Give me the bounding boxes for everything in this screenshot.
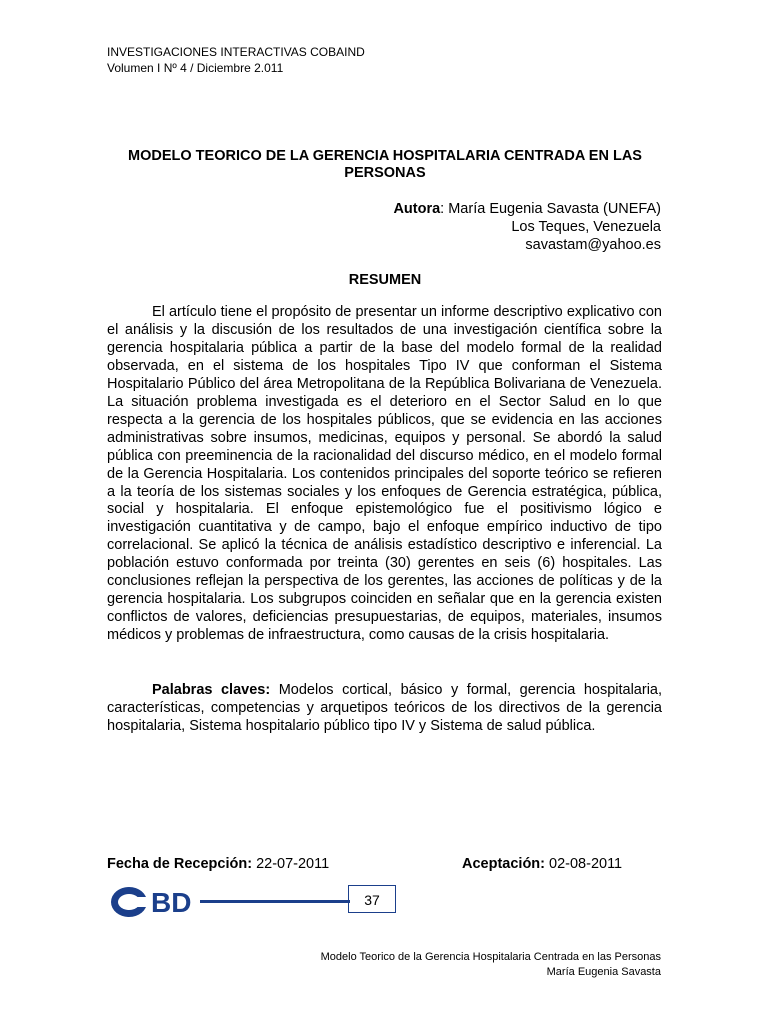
page-number: 37 bbox=[348, 885, 396, 913]
author-line bbox=[393, 200, 661, 218]
volume-info: Volumen I Nº 4 / Diciembre 2.011 bbox=[107, 61, 284, 75]
reception-label: Fecha de Recepción: bbox=[107, 856, 253, 872]
cbd-logo-icon bbox=[107, 884, 207, 920]
svg-text:BD: BD bbox=[151, 887, 192, 918]
abstract-text: El artículo tiene el propósito de presentar un informe descriptivo explicativo con el análisis y la discusión de los resultados de una investigación científica sobre la gerencia hospitalaria pública a partir de la base del modelo formal de la realidad observada, en el sistema de los hospitales Tipo IV que conforman el Sistema Hospitalario Público del área Metropolitana de la República Bolivariana de Venezuela. La situación problema investigada es el deterioro en el Sector Salud en lo que respecta a la gerencia de los hospitales públicos, que se evidencia en las acciones administrativas sobre insumos, medicinas, equipos y personal. Se abordó la salud pública con preeminencia de la racionalidad del discurso médico, en el modelo formal de la Gerencia Hospitalaria. Los contenidos principales del soporte teórico se refieren a la teoría de los sistemas sociales y los enfoques de Gerencia estratégica, pública, social y hospitalaria. El enfoque epistemológico fue el positivismo lógico e investigación cuantitativa y de campo, bajo el enfoque empírico inductivo de tipo correlacional. Se aplicó la técnica de análisis estadístico descriptivo e inferencial. La población estuvo conformada por treinta (30) gerentes en seis (6) hospitales. Las conclusiones reflejan la perspectiva de los gerentes, las acciones de políticas y de la gerencia hospitalaria. Los subgrupos coinciden en señalar que en la gerencia existen conflictos de valores, deficiencias presupuestarias, de equipos, materiales, insumos médicos y problemas de infraestructura, como causas de la crisis hospitalaria. bbox=[107, 304, 662, 644]
author-email: savastam@yahoo.es bbox=[525, 237, 661, 253]
running-header bbox=[107, 44, 365, 76]
reception-date bbox=[107, 856, 329, 872]
acceptance-date bbox=[462, 856, 622, 872]
abstract-heading: RESUMEN bbox=[348, 272, 422, 288]
footer-author: María Eugenia Savasta bbox=[546, 966, 661, 978]
author-label: Autora bbox=[393, 201, 441, 217]
author-name: : María Eugenia Savasta (UNEFA) bbox=[440, 201, 661, 217]
acceptance-value: 02-08-2011 bbox=[545, 856, 623, 872]
journal-name: INVESTIGACIONES INTERACTIVAS COBAIND bbox=[107, 45, 365, 59]
author-location: Los Teques, Venezuela bbox=[511, 219, 661, 235]
acceptance-label: Aceptación: bbox=[462, 856, 545, 872]
author-block bbox=[393, 200, 661, 254]
keywords-paragraph bbox=[107, 682, 662, 736]
running-footer bbox=[321, 950, 661, 980]
logo-rule bbox=[200, 900, 350, 903]
keywords-label: Palabras claves: bbox=[152, 682, 271, 698]
article-title: MODELO TEORICO DE LA GERENCIA HOSPITALARIA CENTRADA EN LAS PERSONAS bbox=[128, 148, 642, 181]
reception-value: 22-07-2011 bbox=[252, 856, 330, 872]
keywords-text: Modelos cortical, básico y formal, gerencia hospitalaria, características, competencias y arquetipos teóricos de los directivos de la gerencia hospitalaria, Sistema hospitalario público tipo IV y Sistema de salud pública. bbox=[107, 682, 663, 734]
footer-title: Modelo Teorico de la Gerencia Hospitalaria Centrada en las Personas bbox=[320, 951, 661, 963]
